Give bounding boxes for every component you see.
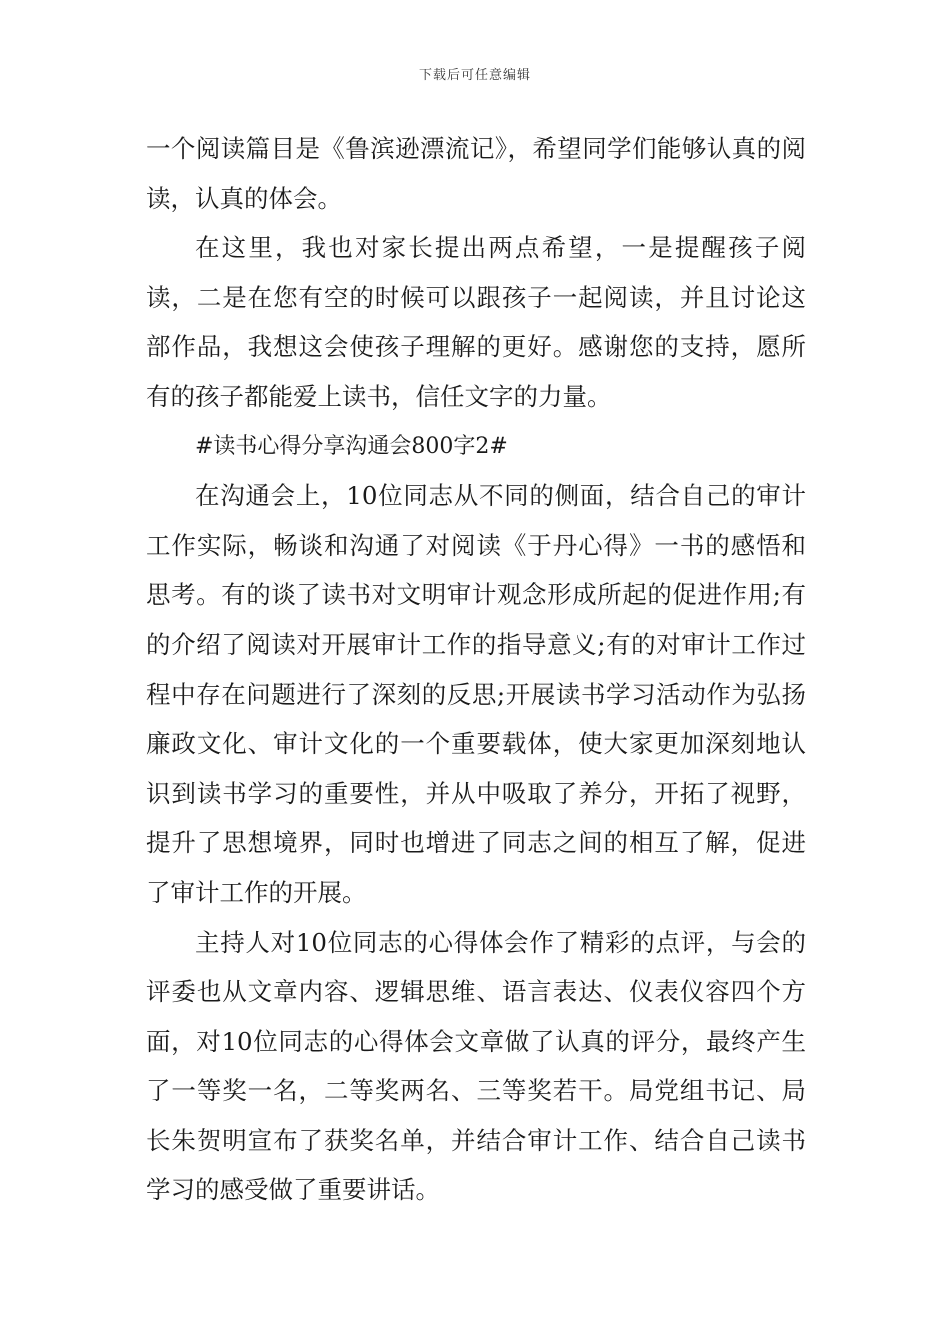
paragraph-parent-wishes: 在这里，我也对家长提出两点希望，一是提醒孩子阅读，二是在您有空的时候可以跟孩子一起阅读，并且讨论这部作品，我想这会使孩子理解的更好。感谢您的支持，愿所有的孩子都能爱上读书，信任文字的力量。 <box>146 233 806 411</box>
section-heading: #读书心得分享沟通会800字2# <box>195 433 508 459</box>
paragraph-meeting-discussion: 在沟通会上，10位同志从不同的侧面，结合自己的审计工作实际，畅谈和沟通了对阅读《于丹心得》一书的感悟和思考。有的谈了读书对文明审计观念形成所起的促进作用;有的介绍了阅读对开展审计工作的指导意义;有的对审计工作过程中存在问题进行了深刻的反思;开展读书学习活动作为弘扬廉政文化、审计文化的一个重要载体，使大家更加深刻地认识到读书学习的重要性，并从中吸取了养分，开拓了视野，提升了思想境界，同时也增进了同志之间的相互了解，促进了审计工作的开展。 <box>146 481 806 907</box>
paragraph-continuation: 一个阅读篇目是《鲁滨逊漂流记》，希望同学们能够认真的阅读，认真的体会。 <box>146 134 806 213</box>
document-body <box>146 124 806 1215</box>
paragraph-host-review: 主持人对10位同志的心得体会作了精彩的点评，与会的评委也从文章内容、逻辑思维、语言表达、仪表仪容四个方面，对10位同志的心得体会文章做了认真的评分，最终产生了一等奖一名，二等奖两名、三等奖若干。局党组书记、局长朱贺明宣布了获奖名单，并结合审计工作、结合自己读书学习的感受做了重要讲话。 <box>146 927 806 1205</box>
page-header-note: 下载后可任意编辑 <box>418 68 531 83</box>
